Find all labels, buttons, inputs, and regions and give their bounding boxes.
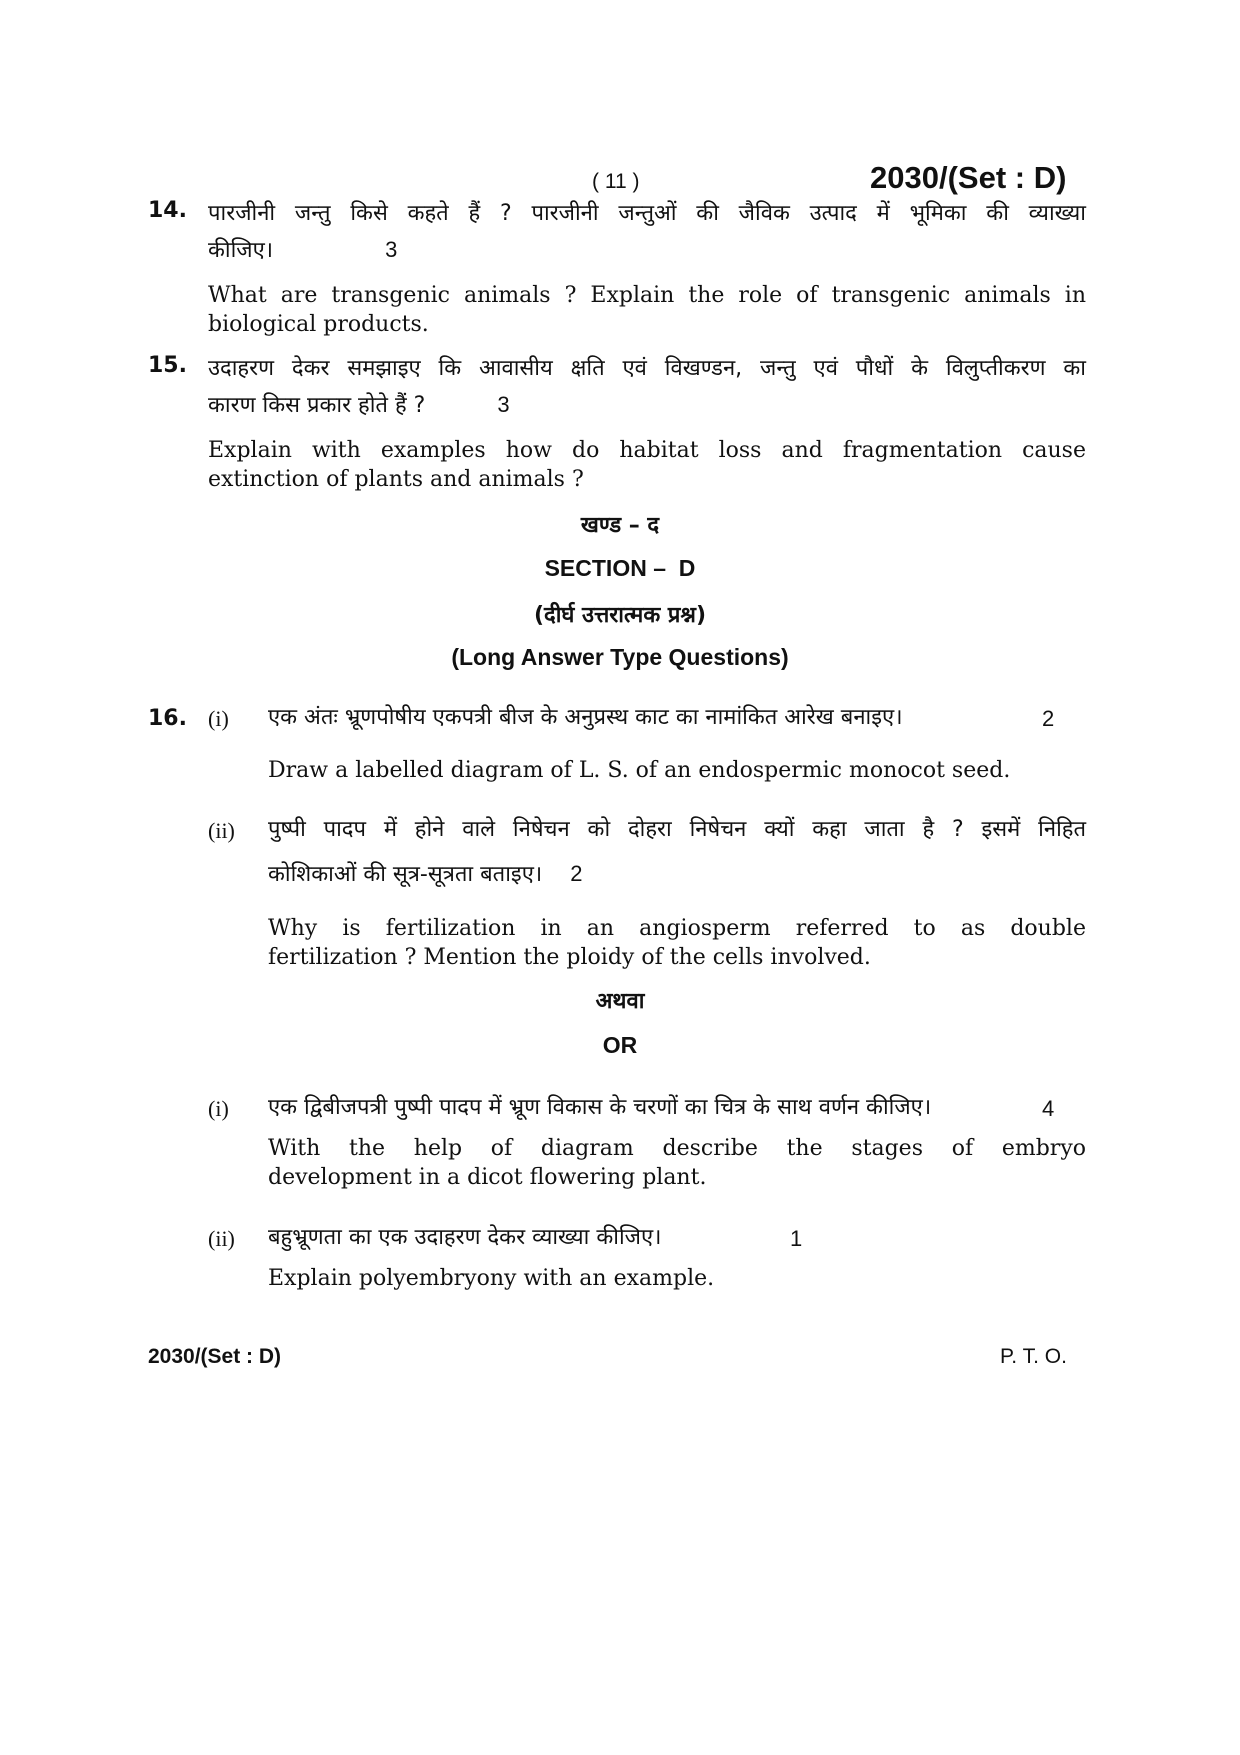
question-english-text: development in a dicot flowering plant.: [268, 1165, 707, 1190]
question-english-text: Explain with examples how do habitat loss and fragmentation cause: [208, 438, 1086, 463]
question-hindi-text: कारण किस प्रकार होते हैं ? 3: [208, 392, 510, 418]
question-number: 16.: [148, 706, 187, 731]
page-number: ( 11 ): [592, 170, 640, 193]
part-label: (ii): [208, 1226, 235, 1251]
question-english-text: extinction of plants and animals ?: [208, 467, 584, 492]
question-hindi-text: एक द्विबीजपत्री पुष्पी पादप में भ्रूण विकास के चरणों का चित्र के साथ वर्णन कीजिए।: [268, 1095, 932, 1120]
question-hindi-text: उदाहरण देकर समझाइए कि आवासीय क्षति एवं विखण्डन, जन्तु एवं पौधों के विलुप्तीकरण का: [208, 356, 1086, 381]
question-english-text: biological products.: [208, 312, 429, 337]
set-code-header: 2030/(Set : D): [870, 160, 1067, 195]
pto-label: P. T. O.: [1000, 1345, 1067, 1368]
question-english-text: Draw a labelled diagram of L. S. of an endospermic monocot seed.: [268, 758, 1011, 783]
part-label: (ii): [208, 818, 235, 843]
section-hindi-subtitle: (दीर्घ उत्तरात्मक प्रश्न): [533, 603, 707, 628]
question-number: 14.: [148, 198, 187, 223]
question-english-text: Explain polyembryony with an example.: [268, 1266, 715, 1291]
set-code-footer: 2030/(Set : D): [148, 1345, 282, 1368]
question-english-text: What are transgenic animals ? Explain the role of transgenic animals in: [208, 283, 1086, 308]
question-hindi-text: बहुभ्रूणता का एक उदाहरण देकर व्याख्या कीजिए।: [268, 1225, 662, 1250]
part-label: (i): [208, 706, 229, 731]
question-hindi-text: एक अंतः भ्रूणपोषीय एकपत्री बीज के अनुप्रस्थ काट का नामांकित आरेख बनाइए।: [268, 705, 903, 730]
section-hindi-title: खण्ड – द: [580, 513, 660, 538]
section-english-subtitle: (Long Answer Type Questions): [451, 644, 789, 670]
question-marks: 2: [570, 861, 583, 886]
question-hindi-text: पुष्पी पादप में होने वाले निषेचन को दोहरा निषेचन क्यों कहा जाता है ? इसमें निहित: [268, 817, 1086, 842]
question-marks: 1: [790, 1226, 803, 1251]
section-english-title: SECTION – D: [544, 555, 696, 581]
question-english-text: Why is fertilization in an angiosperm referred to as double: [268, 916, 1086, 941]
question-marks: 4: [1042, 1096, 1055, 1121]
or-hindi: अथवा: [595, 989, 645, 1014]
question-hindi-text: कीजिए। 3: [208, 237, 398, 263]
question-hindi-text: पारजीनी जन्तु किसे कहते हैं ? पारजीनी जन्तुओं की जैविक उत्पाद में भूमिका की व्याख्या: [208, 201, 1086, 226]
question-english-text: fertilization ? Mention the ploidy of the cells involved.: [268, 945, 871, 970]
question-marks: 3: [385, 237, 398, 262]
or-english: OR: [602, 1032, 638, 1058]
question-marks: 2: [1042, 706, 1055, 731]
part-label: (i): [208, 1096, 229, 1121]
question-hindi-text: कोशिकाओं की सूत्र-सूत्रता बताइए। 2: [268, 861, 583, 887]
question-number: 15.: [148, 353, 187, 378]
question-english-text: With the help of diagram describe the stages of embryo: [268, 1136, 1086, 1161]
question-marks: 3: [497, 392, 510, 417]
